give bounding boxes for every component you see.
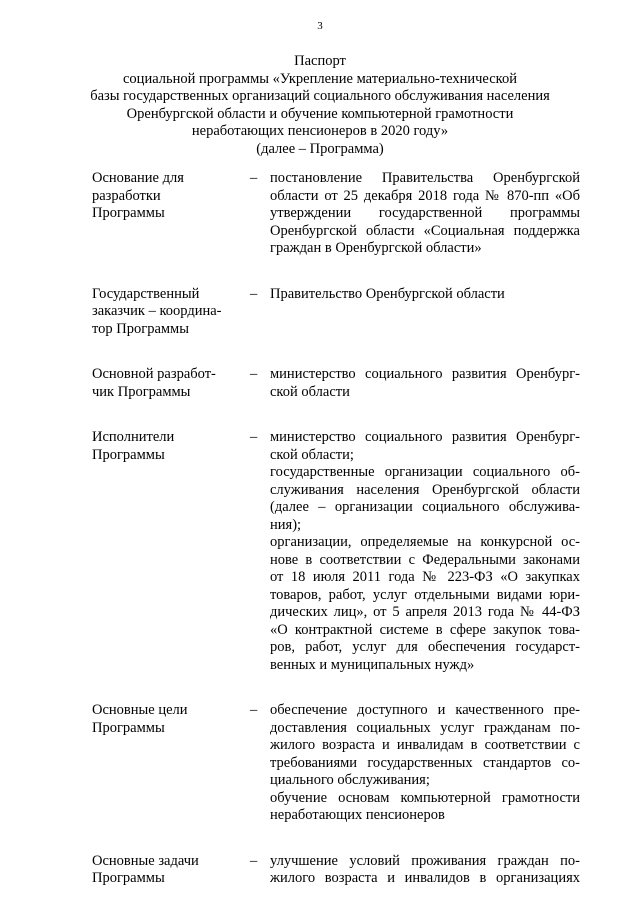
row-label — [92, 853, 252, 888]
label-line: Основной разработ- — [92, 366, 216, 382]
content-line: ской области — [270, 383, 350, 400]
passport-row-tasks — [0, 853, 640, 888]
content-line: области от 25 декабря 2018 года № 870-пп «Об — [270, 187, 580, 204]
label-line: чик Программы — [92, 383, 191, 400]
row-label — [92, 366, 252, 401]
label-line: Программы — [92, 205, 165, 221]
content-line: жилого возраста и инвалидов в организациях — [270, 870, 580, 886]
title-line: Оренбургской области и обучение компьютерной грамотности — [126, 105, 514, 122]
row-dash: – — [250, 285, 258, 302]
content-line: граждан в Оренбургской области» — [270, 240, 482, 256]
content-line: обеспечение доступного и качественного пре- — [270, 702, 580, 718]
title-line: (далее – Программа) — [256, 140, 384, 157]
label-line: Программы — [92, 870, 165, 886]
content-line: ния); — [270, 516, 302, 533]
content-line: обучение основам компьютерной грамотности — [270, 789, 580, 806]
content-line: товаров, работ, услуг отдельными видами юри- — [270, 586, 580, 603]
label-line: Основание для — [92, 170, 184, 186]
label-line: тор Программы — [92, 320, 189, 337]
content-line: Правительство Оренбургской области — [270, 285, 505, 302]
row-content — [270, 853, 580, 888]
passport-row-basis — [0, 170, 640, 258]
content-line: государственные организации социального об- — [270, 464, 580, 480]
title-line: неработающих пенсионеров в 2020 году» — [191, 123, 449, 139]
passport-row-executors — [0, 429, 640, 674]
row-label — [92, 429, 252, 464]
content-line: улучшение условий проживания граждан по- — [270, 852, 580, 869]
row-label — [92, 702, 252, 737]
row-dash: – — [250, 852, 258, 869]
content-line: неработающих пенсионеров — [270, 807, 445, 823]
label-line: Программы — [92, 719, 165, 736]
label-line: Основные задачи — [92, 852, 199, 869]
row-label — [92, 286, 252, 339]
content-line: требованиями государственных стандартов со- — [270, 754, 580, 771]
title-line: базы государственных организаций социального обслуживания населения — [90, 88, 550, 104]
content-line: ской области; — [270, 446, 354, 463]
content-line: жилого возраста и инвалидам в соответствии с — [270, 737, 580, 753]
content-line: доставления социальных услуг гражданам по- — [270, 719, 580, 736]
content-line: (далее – организации социального обслужива- — [270, 499, 580, 515]
content-line: министерство социального развития Оренбург- — [270, 429, 580, 445]
row-content — [270, 429, 580, 674]
label-line: Основные цели — [92, 702, 188, 718]
content-line: ров, работ, услуг для обеспечения государст- — [270, 639, 580, 655]
content-line: постановление Правительства Оренбургской — [270, 170, 580, 186]
content-line: от 18 июля 2011 года № 223-ФЗ «О закупках — [270, 569, 580, 585]
document-title — [90, 53, 550, 158]
content-line: дических лиц», от 5 апреля 2013 года № 44-ФЗ — [270, 604, 580, 620]
label-line: заказчик – координа- — [92, 303, 222, 319]
row-dash: – — [250, 366, 258, 382]
row-content — [270, 286, 580, 304]
passport-row-goals — [0, 702, 640, 825]
label-line: разработки — [92, 187, 161, 204]
label-line: Государственный — [92, 285, 200, 302]
content-line: утверждении государственной программы — [270, 205, 580, 221]
row-dash: – — [250, 702, 258, 718]
passport-table — [0, 170, 640, 916]
content-line: министерство социального развития Оренбург- — [270, 366, 580, 382]
passport-row-developer — [0, 366, 640, 401]
content-line: венных и муниципальных нужд» — [270, 656, 475, 673]
content-line: циального обслуживания; — [270, 772, 430, 788]
row-content — [270, 702, 580, 825]
content-line: служивания населения Оренбургской области — [270, 481, 580, 498]
content-line: Оренбургской области «Социальная поддержка — [270, 222, 580, 239]
row-label — [92, 170, 252, 223]
row-content — [270, 170, 580, 258]
content-line: организации, определяемые на конкурсной ос- — [270, 534, 580, 550]
title-line: Паспорт — [294, 53, 346, 69]
row-content — [270, 366, 580, 401]
page-number: 3 — [317, 20, 323, 32]
label-line: Программы — [92, 446, 165, 463]
content-line: нове в соответствии с Федеральными законами — [270, 551, 580, 568]
title-line: социальной программы «Укрепление материально-технической — [123, 70, 517, 87]
row-dash: – — [250, 429, 258, 445]
passport-row-customer — [0, 286, 640, 339]
content-line: «О контрактной системе в сфере закупок това- — [270, 621, 580, 638]
row-dash: – — [250, 170, 258, 186]
label-line: Исполнители — [92, 429, 175, 445]
